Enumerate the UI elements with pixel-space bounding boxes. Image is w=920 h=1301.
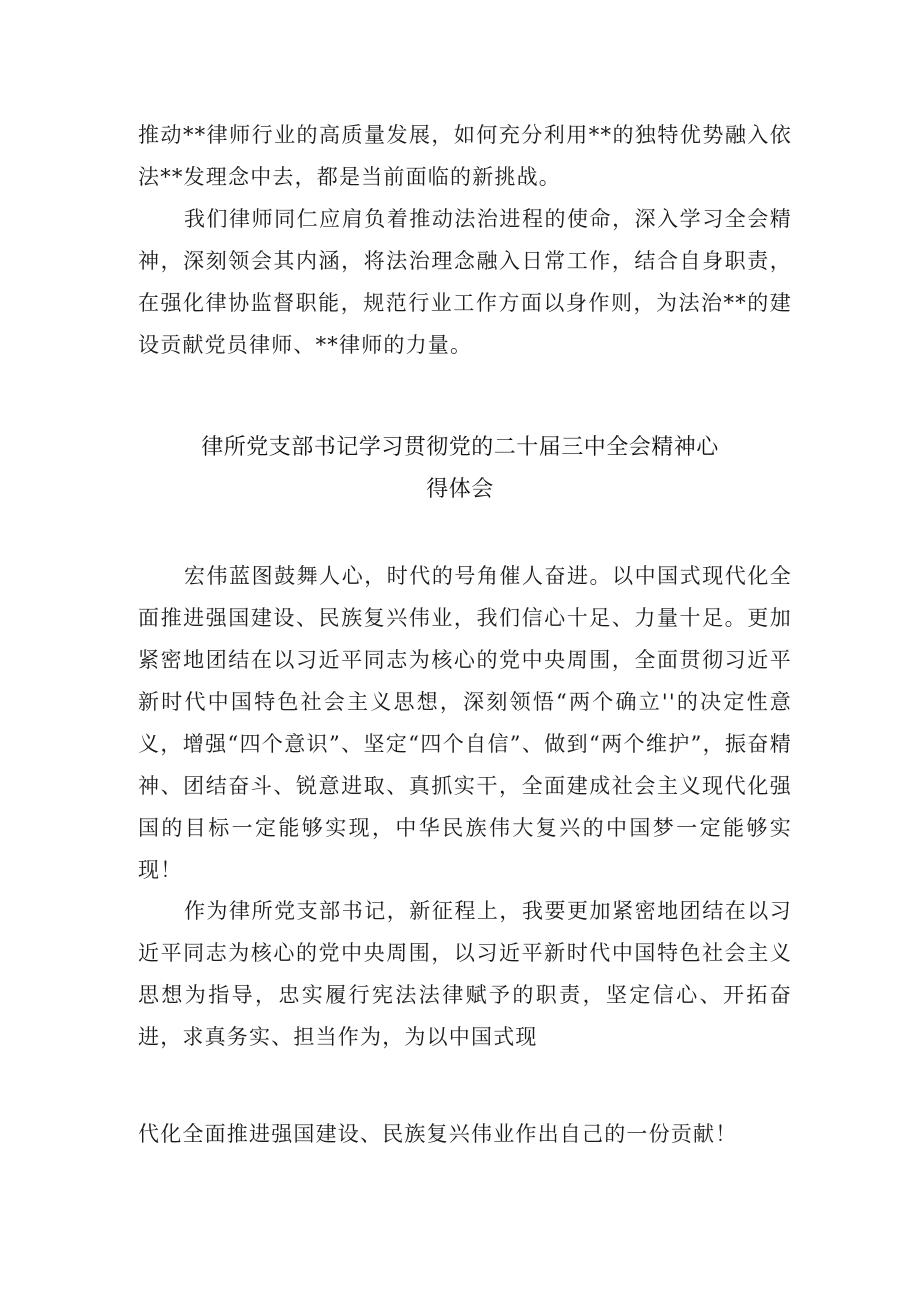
paragraph-4: 作为律所党支部书记，新征程上，我要更加紧密地团结在以习近平同志为核心的党中央周围，以习近平新时代中国特色社会主义思想为指导，忠实履行宪法法律赋予的职责，坚定信心、开拓奋进，求真务实、担当作为，为以中国式现: [138, 899, 792, 1049]
paragraph-2: 我们律师同仁应肩负着推动法治进程的使命，深入学习全会精神，深刻领会其内涵，将法治理念融入日常工作，结合自身职责，在强化律协监督职能，规范行业工作方面以身作则，为法治**的建设贡献党员律师、**律师的力量。: [138, 207, 792, 357]
heading-line-1: 律所党支部书记学习贯彻党的二十届三中全会精神心: [201, 435, 719, 460]
paragraph-1: 推动**律师行业的高质量发展，如何充分利用**的独特优势融入依法**发理念中去，都是当前面临的新挑战。: [138, 123, 792, 189]
paragraph-3: 宏伟蓝图鼓舞人心，时代的号角催人奋进。以中国式现代化全面推进强国建设、民族复兴伟业，我们信心十足、力量十足。更加紧密地团结在以习近平同志为核心的党中央周围，全面贯彻习近平新时代中国特色社会主义思想，深刻领悟“两个确立''的决定性意义，增强“四个意识”、坚定“四个自信”、做到“两个维护”，振奋精神、团结奋斗、锐意进取、真抓实干，全面建成社会主义现代化强国的目标一定能够实现，中华民族伟大复兴的中国梦一定能够实现！: [138, 564, 792, 882]
paragraph-5: 代化全面推进强国建设、民族复兴伟业作出自己的一份贡献！: [138, 1122, 738, 1146]
heading-line-2: 得体会: [426, 477, 494, 502]
section-heading: [150, 427, 770, 511]
